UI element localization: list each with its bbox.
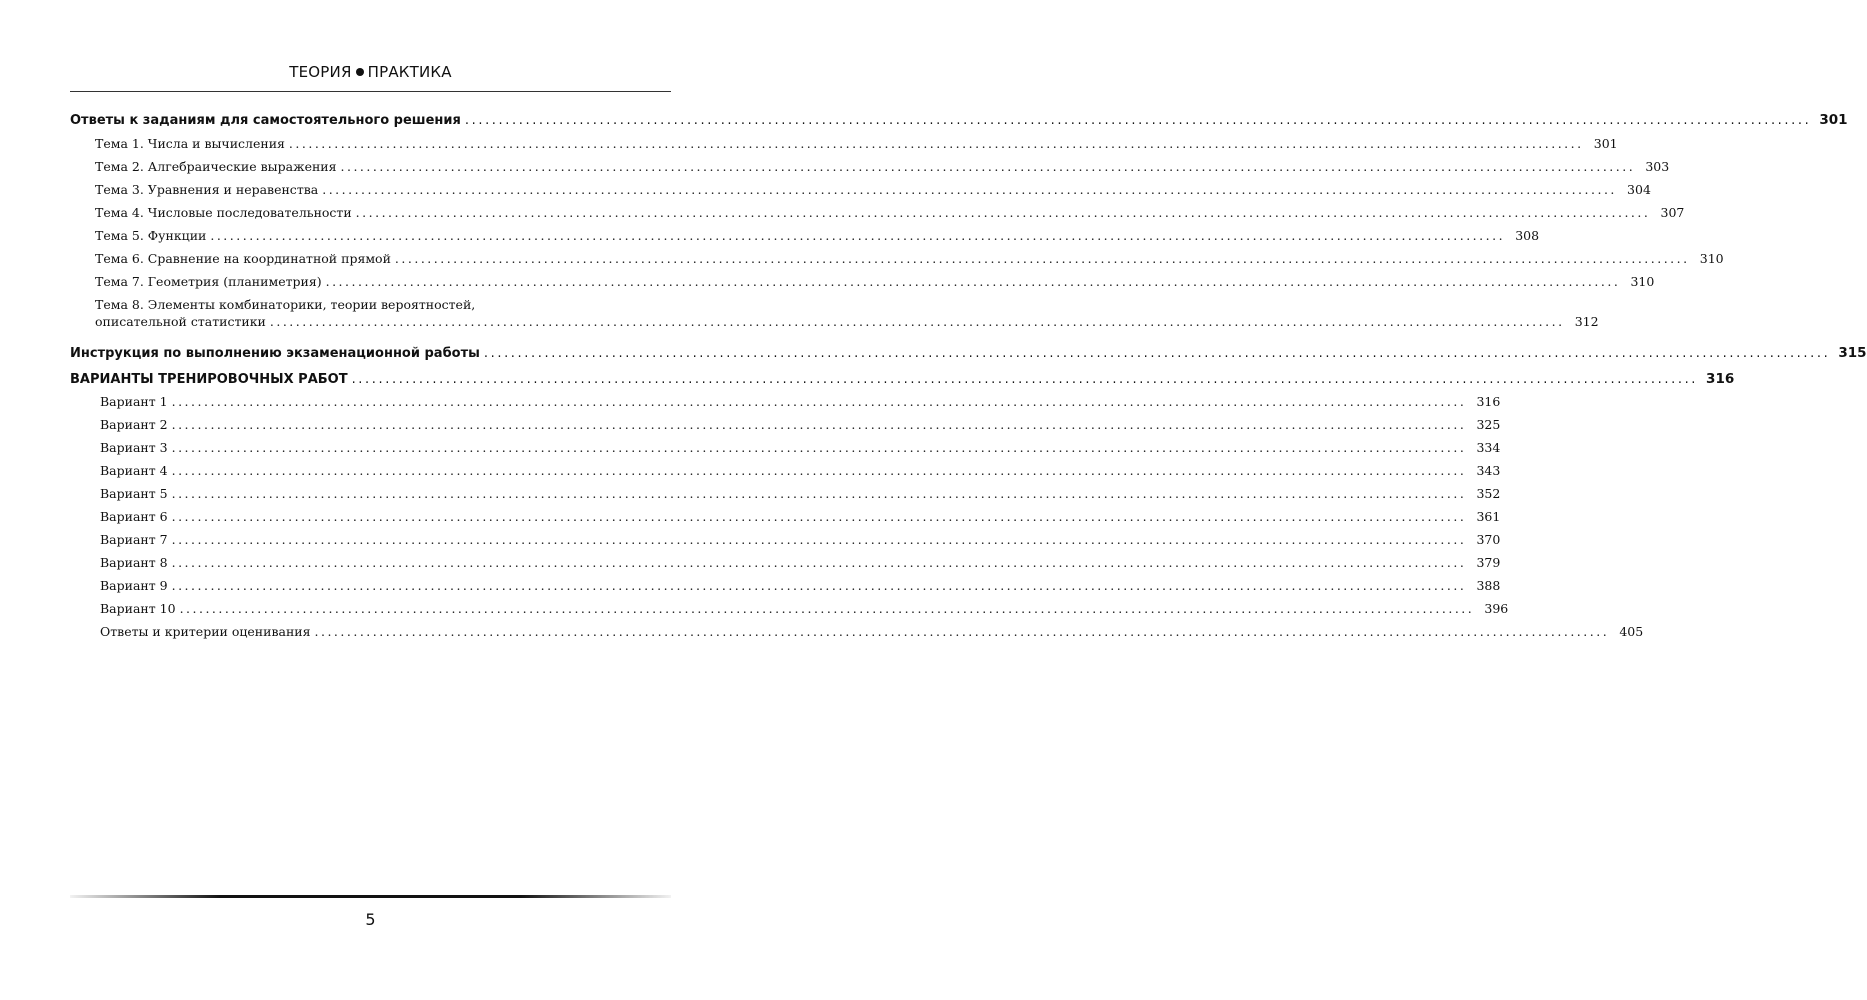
toc-entry-label: описательной статистики bbox=[95, 314, 266, 329]
toc-entry-topic-8-line1[interactable]: Тема 8. Элементы комбинаторики, теории вероятностей, bbox=[95, 297, 476, 312]
dot-leader: ........................................................................................................................................................................................................ bbox=[288, 136, 1584, 151]
dot-leader: ........................................................................................................................................................................................................ bbox=[394, 251, 1690, 266]
toc-entry-variant-1[interactable] bbox=[100, 394, 1501, 409]
header-rule bbox=[70, 91, 671, 92]
toc-entry-label: Вариант 5 bbox=[100, 486, 168, 501]
toc-entry-page: 310 bbox=[1699, 251, 1724, 266]
toc-entry-label: Тема 4. Числовые последовательности bbox=[95, 205, 352, 220]
toc-entry-label: Тема 2. Алгебраические выражения bbox=[95, 159, 337, 174]
dot-leader: ........................................................................................................................................................................................................ bbox=[171, 555, 1467, 570]
dot-leader: ........................................................................................................................................................................................................ bbox=[171, 578, 1467, 593]
toc-entry-page: 334 bbox=[1476, 440, 1501, 455]
dot-leader: ........................................................................................................................................................................................................ bbox=[171, 532, 1467, 547]
toc-entry-variant-8[interactable] bbox=[100, 555, 1501, 570]
toc-entry-topic-8[interactable] bbox=[95, 314, 1599, 329]
dot-leader: ........................................................................................................................................................................................................ bbox=[325, 274, 1621, 289]
toc-entry-label: Вариант 8 bbox=[100, 555, 168, 570]
toc-entry-label: Вариант 2 bbox=[100, 417, 168, 432]
toc-entry-topic-6[interactable] bbox=[95, 251, 1724, 266]
toc-entry-variant-3[interactable] bbox=[100, 440, 1501, 455]
toc-entry-label: Тема 6. Сравнение на координатной прямой bbox=[95, 251, 391, 266]
toc-entry-page: 312 bbox=[1574, 314, 1599, 329]
toc-entry-page: 308 bbox=[1515, 228, 1540, 243]
toc-entry-topic-2[interactable] bbox=[95, 159, 1670, 174]
dot-leader: ........................................................................................................................................................................................................ bbox=[483, 346, 1831, 361]
toc-entry-variant-9[interactable] bbox=[100, 578, 1501, 593]
toc-entry-label: Вариант 10 bbox=[100, 601, 176, 616]
toc-entry-variant-4[interactable] bbox=[100, 463, 1501, 478]
dot-leader: ........................................................................................................................................................................................................ bbox=[269, 314, 1565, 329]
toc-entry-page: 379 bbox=[1476, 555, 1501, 570]
toc-entry-label: Тема 5. Функции bbox=[95, 228, 207, 243]
toc-entry-label: Вариант 7 bbox=[100, 532, 168, 547]
toc-entry-variant-10[interactable] bbox=[100, 601, 1509, 616]
toc-entry-topic-1[interactable] bbox=[95, 136, 1618, 151]
toc-entry-page: 315 bbox=[1838, 345, 1867, 361]
dot-leader: ........................................................................................................................................................................................................ bbox=[210, 228, 1506, 243]
toc-entry-page: 370 bbox=[1476, 532, 1501, 547]
dot-leader: ........................................................................................................................................................................................................ bbox=[322, 182, 1617, 197]
dot-leader: ........................................................................................................................................................................................................ bbox=[171, 417, 1467, 432]
toc-entry-page: 352 bbox=[1476, 486, 1501, 501]
toc-entry-page: 405 bbox=[1619, 624, 1644, 639]
toc-entry-page: 301 bbox=[1819, 112, 1848, 128]
toc-entry-label: Вариант 3 bbox=[100, 440, 168, 455]
toc-entry-variant-7[interactable] bbox=[100, 532, 1501, 547]
toc-entry-page: 303 bbox=[1645, 159, 1670, 174]
toc-entry-instruction[interactable] bbox=[70, 345, 1867, 361]
toc-entry-page: 307 bbox=[1660, 205, 1685, 220]
toc-entry-topic-3[interactable] bbox=[95, 182, 1651, 197]
dot-leader: ........................................................................................................................................................................................................ bbox=[464, 113, 1812, 128]
toc-entry-label: Тема 1. Числа и вычисления bbox=[95, 136, 285, 151]
dot-leader: ........................................................................................................................................................................................................ bbox=[171, 463, 1467, 478]
dot-leader: ........................................................................................................................................................................................................ bbox=[171, 440, 1467, 455]
page-number: 5 bbox=[365, 910, 376, 929]
toc-entry-label: ВАРИАНТЫ ТРЕНИРОВОЧНЫХ РАБОТ bbox=[70, 372, 348, 387]
toc-entry-page: 361 bbox=[1476, 509, 1501, 524]
toc-entry-variant-2[interactable] bbox=[100, 417, 1501, 432]
toc-entry-variant-5[interactable] bbox=[100, 486, 1501, 501]
toc-entry-label: Вариант 9 bbox=[100, 578, 168, 593]
dot-leader: ........................................................................................................................................................................................................ bbox=[171, 486, 1467, 501]
toc-entry-label: Ответы к заданиям для самостоятельного решения bbox=[70, 113, 461, 128]
toc-entry-answers[interactable] bbox=[70, 112, 1848, 128]
footer-rule bbox=[70, 895, 671, 898]
toc-entry-topic-5[interactable] bbox=[95, 228, 1540, 243]
toc-entry-page: 301 bbox=[1593, 136, 1618, 151]
toc-entry-page: 304 bbox=[1627, 182, 1651, 197]
toc-entry-variants[interactable] bbox=[70, 371, 1735, 387]
toc-entry-page: 316 bbox=[1706, 371, 1735, 387]
toc-entry-variant-6[interactable] bbox=[100, 509, 1501, 524]
toc-entry-label: Вариант 4 bbox=[100, 463, 168, 478]
toc-entry-topic-7[interactable] bbox=[95, 274, 1655, 289]
toc-entry-page: 310 bbox=[1630, 274, 1655, 289]
dot-leader: ........................................................................................................................................................................................................ bbox=[314, 624, 1610, 639]
dot-leader: ........................................................................................................................................................................................................ bbox=[171, 509, 1467, 524]
header-left: ТЕОРИЯ bbox=[289, 63, 352, 81]
toc-entry-criteria[interactable] bbox=[100, 624, 1644, 639]
toc-entry-page: 396 bbox=[1484, 601, 1509, 616]
toc-entry-label: Инструкция по выполнению экзаменационной работы bbox=[70, 346, 480, 361]
toc-entry-page: 343 bbox=[1476, 463, 1501, 478]
toc-entry-label: Вариант 1 bbox=[100, 394, 168, 409]
toc-entry-label: Тема 7. Геометрия (планиметрия) bbox=[95, 274, 322, 289]
toc-entry-page: 316 bbox=[1476, 394, 1501, 409]
dot-leader: ........................................................................................................................................................................................................ bbox=[340, 159, 1636, 174]
bullet-dot-icon bbox=[356, 68, 364, 76]
toc-entry-label: Ответы и критерии оценивания bbox=[100, 624, 311, 639]
running-header bbox=[0, 63, 741, 81]
toc-entry-label: Тема 3. Уравнения и неравенства bbox=[95, 182, 319, 197]
toc-entry-label: Вариант 6 bbox=[100, 509, 168, 524]
toc-entry-page: 325 bbox=[1476, 417, 1501, 432]
toc-entry-page: 388 bbox=[1476, 578, 1501, 593]
dot-leader: ........................................................................................................................................................................................................ bbox=[171, 394, 1467, 409]
dot-leader: ........................................................................................................................................................................................................ bbox=[351, 372, 1699, 387]
dot-leader: ........................................................................................................................................................................................................ bbox=[355, 205, 1651, 220]
dot-leader: ........................................................................................................................................................................................................ bbox=[179, 601, 1475, 616]
toc-entry-topic-4[interactable] bbox=[95, 205, 1685, 220]
header-right: ПРАКТИКА bbox=[367, 63, 452, 81]
